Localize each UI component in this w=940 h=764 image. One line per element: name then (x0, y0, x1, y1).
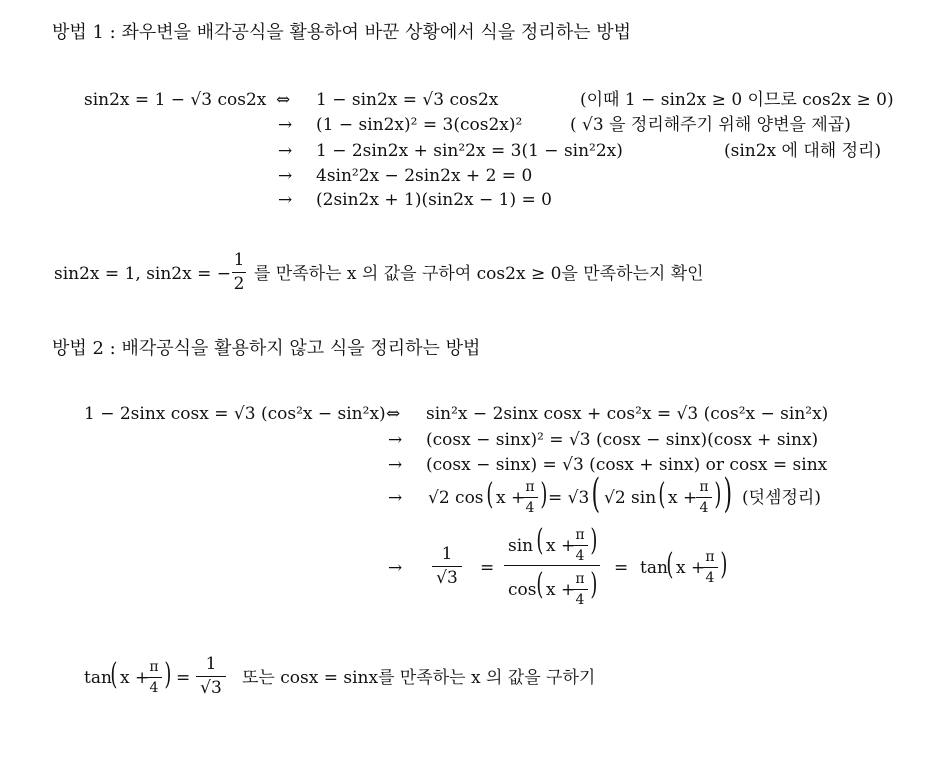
method1-row5-op: → (278, 190, 293, 210)
final-suffix: 또는 cosx = sinx를 만족하는 x 의 값을 구하기 (242, 668, 596, 688)
method1-row1-note: (이때 1 − sin2x ≥ 0 이므로 cos2x ≥ 0) (580, 90, 894, 110)
method1-row4-rhs: 4sin²2x − 2sin2x + 2 = 0 (316, 166, 533, 186)
right-paren: ) (164, 657, 172, 692)
fraction-bar (196, 676, 226, 677)
fraction-numerator: π (575, 571, 585, 587)
fraction-pi-over-4 (572, 572, 588, 607)
method2-row4-c: √2 sin (604, 488, 657, 508)
big-fraction-cos: cos (508, 580, 537, 600)
fraction-bar (696, 497, 712, 498)
fraction-denominator: 4 (149, 680, 159, 696)
fraction-one-half (232, 252, 246, 293)
fraction-numerator: π (705, 549, 715, 565)
method1-conclusion-suffix: 를 만족하는 x 의 값을 구하여 cos2x ≥ 0을 만족하는지 확인 (254, 264, 704, 284)
fraction-pi-over-4 (522, 480, 538, 515)
fraction-denominator: 4 (699, 500, 709, 516)
method1-row3-rhs: 1 − 2sin2x + sin²2x = 3(1 − sin²2x) (316, 141, 623, 161)
equals-sign: = (480, 558, 495, 578)
left-paren: ( (536, 523, 544, 558)
fraction-bar (572, 589, 588, 590)
method1-row2-rhs: (1 − sin2x)² = 3(cos2x)² (316, 115, 523, 135)
fraction-bar (232, 272, 246, 273)
right-paren: ) (590, 567, 598, 602)
fraction-numerator: π (525, 479, 535, 495)
method1-row5-rhs: (2sin2x + 1)(sin2x − 1) = 0 (316, 190, 552, 210)
final-tan: tan (84, 668, 112, 688)
method2-row4-note: (덧셈정리) (742, 488, 821, 508)
method2-row1-rhs: sin²x − 2sinx cosx + cos²x = √3 (cos²x − sin²x) (426, 404, 829, 424)
right-paren: ) (714, 477, 722, 512)
method1-heading: 방법 1 : 좌우변을 배각공식을 활용하여 바꾼 상황에서 식을 정리하는 방법 (52, 22, 631, 43)
fraction-pi-over-4 (146, 660, 162, 695)
fraction-numerator: π (575, 527, 585, 543)
big-fraction-bar (504, 565, 600, 566)
left-paren: ( (658, 477, 666, 512)
method2-row3-op: → (388, 455, 403, 475)
method2-row4-d: x + (668, 488, 698, 508)
fraction-pi-over-4 (696, 480, 712, 515)
method2-row5-op: → (388, 558, 403, 578)
final-arg: x + (120, 668, 150, 688)
right-paren: ) (723, 471, 733, 517)
big-fraction-cos-arg: x + (546, 580, 576, 600)
method2-row2-rhs: (cosx − sinx)² = √3 (cosx − sinx)(cosx + sinx) (426, 430, 819, 450)
left-paren: ( (591, 471, 601, 517)
method2-row4-op: → (388, 488, 403, 508)
fraction-bar (522, 497, 538, 498)
left-paren: ( (110, 657, 118, 692)
big-fraction-sin: sin (508, 536, 534, 556)
fraction-denominator: 2 (233, 274, 245, 294)
final-equals: = (176, 668, 191, 688)
fraction-one-over-sqrt3 (432, 546, 462, 587)
fraction-denominator: √3 (200, 678, 222, 698)
fraction-numerator: 1 (205, 654, 217, 674)
method1-row2-note: ( √3 을 정리해주기 위해 양변을 제곱) (570, 115, 851, 135)
fraction-numerator: π (149, 659, 159, 675)
fraction-one-over-sqrt3 (196, 656, 226, 697)
tan-label: tan (640, 558, 668, 578)
method2-row3-rhs: (cosx − sinx) = √3 (cosx + sinx) or cosx = sinx (426, 455, 828, 475)
fraction-bar (572, 545, 588, 546)
big-fraction-sin-arg: x + (546, 536, 576, 556)
method1-row2-op: → (278, 115, 293, 135)
left-paren: ( (486, 477, 494, 512)
method2-row1-op: ⇔ (386, 404, 401, 424)
method1-row3-note: (sin2x 에 대해 정리) (724, 141, 882, 161)
fraction-denominator: √3 (436, 568, 458, 588)
fraction-pi-over-4 (702, 550, 718, 585)
method1-row1-lhs: sin2x = 1 − √3 cos2x (84, 90, 267, 110)
tan-arg: x + (676, 558, 706, 578)
method1-row4-op: → (278, 166, 293, 186)
right-paren: ) (590, 523, 598, 558)
left-paren: ( (536, 567, 544, 602)
method2-row2-op: → (388, 430, 403, 450)
fraction-bar (432, 566, 462, 567)
fraction-pi-over-4 (572, 528, 588, 563)
fraction-numerator: π (699, 479, 709, 495)
fraction-numerator: 1 (441, 544, 453, 564)
right-paren: ) (540, 477, 548, 512)
method2-heading: 방법 2 : 배각공식을 활용하지 않고 식을 정리하는 방법 (52, 338, 481, 359)
method1-row3-op: → (278, 141, 293, 161)
fraction-numerator: 1 (233, 250, 245, 270)
fraction-denominator: 4 (575, 548, 585, 564)
method2-row4-eq: = √3 (548, 488, 590, 508)
method2-row4-a: √2 cos (428, 488, 484, 508)
fraction-denominator: 4 (525, 500, 535, 516)
method2-row1-lhs: 1 − 2sinx cosx = √3 (cos²x − sin²x) (84, 404, 386, 424)
right-paren: ) (720, 547, 728, 582)
left-paren: ( (666, 547, 674, 582)
fraction-denominator: 4 (705, 570, 715, 586)
method1-row1-rhs: 1 − sin2x = √3 cos2x (316, 90, 499, 110)
method1-conclusion-prefix: sin2x = 1, sin2x = − (54, 264, 231, 284)
method2-row4-b: x + (496, 488, 526, 508)
method1-row1-op: ⇔ (276, 90, 291, 110)
fraction-bar (146, 677, 162, 678)
equals-sign: = (614, 558, 629, 578)
fraction-bar (702, 567, 718, 568)
fraction-denominator: 4 (575, 592, 585, 608)
